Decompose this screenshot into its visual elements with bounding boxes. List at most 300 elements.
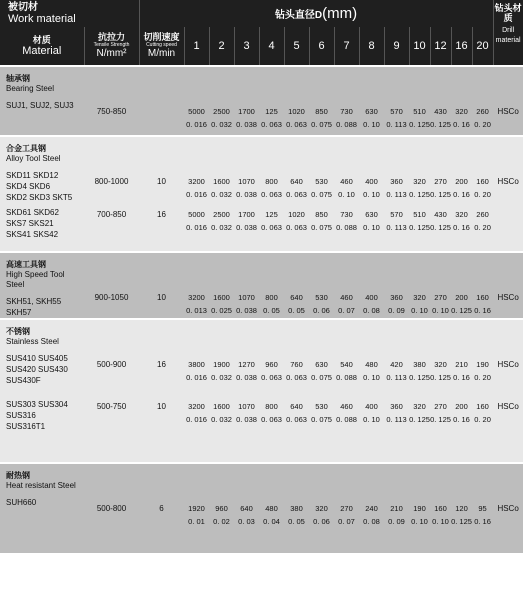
cutting-speed: 10 (139, 395, 184, 463)
table-row (0, 203, 523, 252)
speed-feed-cell (359, 66, 384, 136)
spindle-speed: 200 (455, 402, 468, 411)
spindle-speed: 125 (265, 107, 278, 116)
feed-rate: 0. 125 (409, 373, 430, 382)
feed-rate: 0. 20 (474, 373, 491, 382)
feed-rate: 0. 16 (474, 306, 491, 315)
speed-feed-cell (359, 203, 384, 252)
feed-rate: 0. 063 (286, 223, 307, 232)
tensile-strength: 800-1000 (84, 136, 139, 203)
speed-feed-cell (184, 319, 209, 395)
feed-rate: 0. 125 (430, 373, 451, 382)
diameter-col-8: 8 (359, 27, 384, 66)
speed-feed-cell (334, 66, 359, 136)
feed-rate: 0. 125 (451, 517, 472, 526)
feed-rate: 0. 075 (311, 190, 332, 199)
diameter-col-20: 20 (472, 27, 493, 66)
speed-feed-cell (334, 136, 359, 203)
feed-rate: 0. 125 (430, 190, 451, 199)
feed-rate: 0. 038 (236, 306, 257, 315)
table-row (0, 252, 523, 319)
feed-rate: 0. 063 (261, 223, 282, 232)
spindle-speed: 190 (413, 504, 426, 513)
tensile-strength: 500-750 (84, 395, 139, 463)
spindle-speed: 2500 (213, 107, 230, 116)
diameter-unit: mm (327, 5, 353, 22)
speed-feed-cell (409, 395, 430, 463)
speed-feed-cell (409, 319, 430, 395)
feed-rate: 0. 16 (453, 190, 470, 199)
header-row-2 (0, 27, 523, 66)
speed-feed-cell (309, 463, 334, 553)
feed-rate: 0. 10 (411, 306, 428, 315)
feed-rate: 0. 10 (363, 190, 380, 199)
spindle-speed: 1070 (238, 402, 255, 411)
spindle-speed: 3200 (188, 293, 205, 302)
drill-material-zh: 钻头材质 (494, 3, 522, 23)
speed-feed-cell (409, 203, 430, 252)
feed-rate: 0. 125 (409, 190, 430, 199)
spindle-speed: 430 (434, 107, 447, 116)
spindle-speed: 480 (265, 504, 278, 513)
header-row-1 (0, 0, 523, 27)
drill-material: HSCo (493, 252, 523, 319)
speed-feed-cell (409, 252, 430, 319)
diameter-col-4: 4 (259, 27, 284, 66)
spindle-speed: 270 (434, 177, 447, 186)
feed-rate: 0. 063 (286, 120, 307, 129)
feed-rate: 0. 013 (186, 306, 207, 315)
feed-rate: 0. 08 (363, 517, 380, 526)
feed-rate: 0. 075 (311, 223, 332, 232)
feed-rate: 0. 10 (338, 190, 355, 199)
spindle-speed: 460 (340, 177, 353, 186)
speed-feed-cell (234, 203, 259, 252)
speed-feed-cell (284, 395, 309, 463)
material-en: Material (22, 45, 62, 57)
table-row (0, 463, 523, 553)
feed-rate: 0. 025 (211, 306, 232, 315)
feed-rate: 0. 07 (338, 517, 355, 526)
spindle-speed: 360 (390, 402, 403, 411)
speed-feed-cell (284, 319, 309, 395)
spindle-speed: 630 (365, 107, 378, 116)
group-name-zh: 合金工具钢 (6, 144, 46, 153)
spindle-speed: 200 (455, 293, 468, 302)
spindle-speed: 800 (265, 177, 278, 186)
speed-feed-cell (209, 463, 234, 553)
spindle-speed: 640 (240, 504, 253, 513)
speed-feed-cell (309, 66, 334, 136)
speed-feed-cell (184, 66, 209, 136)
speed-feed-cell (430, 252, 451, 319)
spindle-speed: 1700 (238, 107, 255, 116)
spindle-speed: 210 (390, 504, 403, 513)
spindle-speed: 570 (390, 210, 403, 219)
feed-rate: 0. 16 (453, 120, 470, 129)
cutting-speed (139, 66, 184, 136)
speed-feed-cell (384, 136, 409, 203)
speed-feed-cell (234, 463, 259, 553)
diameter-col-5: 5 (284, 27, 309, 66)
work-material-en: Work material (8, 13, 76, 25)
spindle-speed: 570 (390, 107, 403, 116)
tensile-en: Tensile Strength (93, 42, 130, 48)
spindle-speed: 420 (390, 360, 403, 369)
diameter-zh: 钻头直径D (274, 10, 323, 21)
group-name-zh: 轴承钢 (6, 74, 30, 83)
feed-rate: 0. 088 (336, 415, 357, 424)
feed-rate: 0. 032 (211, 223, 232, 232)
spindle-speed: 120 (455, 504, 468, 513)
speed-feed-cell (309, 395, 334, 463)
feed-rate: 0. 03 (238, 517, 255, 526)
speed-feed-cell (259, 203, 284, 252)
spindle-speed: 850 (315, 107, 328, 116)
speed-feed-cell (384, 252, 409, 319)
spindle-speed: 200 (455, 177, 468, 186)
spindle-speed: 260 (476, 210, 489, 219)
spindle-speed: 270 (434, 293, 447, 302)
spindle-speed: 630 (365, 210, 378, 219)
feed-rate: 0. 032 (211, 120, 232, 129)
group-name-en: High Speed Tool Steel (6, 270, 65, 289)
feed-rate: 0. 075 (311, 373, 332, 382)
speed-feed-cell (430, 319, 451, 395)
spindle-speed: 95 (478, 504, 487, 513)
spindle-speed: 160 (476, 293, 489, 302)
speed-feed-cell (359, 395, 384, 463)
cutting-speed-header (139, 27, 184, 66)
grade-label: SUS316 (6, 411, 36, 420)
feed-rate: 0. 016 (186, 223, 207, 232)
tensile-zh: 抗拉力 (97, 32, 125, 42)
speed-feed-cell (184, 395, 209, 463)
spindle-speed: 1070 (238, 177, 255, 186)
cutting-speed: 6 (139, 463, 184, 553)
spindle-speed: 530 (315, 402, 328, 411)
material-cell (0, 319, 84, 395)
spindle-speed: 320 (413, 177, 426, 186)
group-name-en: Bearing Steel (6, 84, 55, 93)
grade-label: SUS410 SUS405 (6, 354, 68, 363)
drill-material-en: Drill material (495, 27, 521, 44)
feed-rate: 0. 20 (474, 120, 491, 129)
diameter-col-16: 16 (451, 27, 472, 66)
spindle-speed: 3800 (188, 360, 205, 369)
feed-rate: 0. 113 (386, 373, 407, 382)
feed-rate: 0. 038 (236, 120, 257, 129)
speed-feed-cell (430, 136, 451, 203)
speed-feed-cell (309, 252, 334, 319)
speed-feed-cell (184, 136, 209, 203)
speed-feed-cell (209, 136, 234, 203)
feed-rate: 0. 016 (186, 415, 207, 424)
spindle-speed: 800 (265, 402, 278, 411)
feed-rate: 0. 10 (363, 415, 380, 424)
feed-rate: 0. 06 (313, 306, 330, 315)
speed-feed-cell (451, 395, 472, 463)
grade-label: SUH660 (6, 498, 37, 507)
speed-feed-cell (259, 66, 284, 136)
feed-rate: 0. 125 (409, 415, 430, 424)
spindle-speed: 800 (265, 293, 278, 302)
feed-rate: 0. 016 (186, 190, 207, 199)
speed-feed-cell (334, 203, 359, 252)
feed-rate: 0. 125 (409, 120, 430, 129)
spindle-speed: 3200 (188, 177, 205, 186)
feed-rate: 0. 20 (474, 223, 491, 232)
feed-rate: 0. 10 (432, 306, 449, 315)
speed-feed-cell (409, 66, 430, 136)
feed-rate: 0. 016 (186, 373, 207, 382)
speed-feed-cell (472, 463, 493, 553)
feed-rate: 0. 06 (313, 517, 330, 526)
feed-rate: 0. 125 (430, 415, 451, 424)
feed-rate: 0. 113 (386, 223, 407, 232)
feed-rate: 0. 09 (388, 306, 405, 315)
cutting-speed: 16 (139, 319, 184, 395)
spindle-speed: 530 (315, 293, 328, 302)
drill-material: HSCo (493, 66, 523, 136)
speed-feed-cell (384, 203, 409, 252)
grade-label: SKD61 SKD62 (6, 208, 59, 217)
material-zh: 材质 (32, 35, 51, 45)
spindle-speed: 400 (365, 177, 378, 186)
spindle-speed: 160 (476, 402, 489, 411)
diameter-col-12: 12 (430, 27, 451, 66)
diameter-col-9: 9 (384, 27, 409, 66)
spindle-speed: 360 (390, 293, 403, 302)
speed-feed-cell (209, 252, 234, 319)
speed-feed-cell (234, 252, 259, 319)
spindle-speed: 480 (365, 360, 378, 369)
spindle-speed: 380 (413, 360, 426, 369)
speed-feed-cell (334, 395, 359, 463)
work-material-title (0, 0, 139, 27)
speed-feed-cell (184, 252, 209, 319)
table-row (0, 319, 523, 395)
spindle-speed: 510 (413, 107, 426, 116)
speed-feed-cell (259, 463, 284, 553)
speed-feed-cell (234, 136, 259, 203)
spindle-speed: 460 (340, 402, 353, 411)
feed-rate: 0. 125 (430, 120, 451, 129)
feed-rate: 0. 088 (336, 223, 357, 232)
tensile-strength: 500-800 (84, 463, 139, 553)
feed-rate: 0. 16 (474, 517, 491, 526)
speed-feed-cell (334, 319, 359, 395)
spindle-speed: 850 (315, 210, 328, 219)
feed-rate: 0. 075 (311, 120, 332, 129)
spindle-speed: 210 (455, 360, 468, 369)
feed-rate: 0. 01 (188, 517, 205, 526)
grade-label: SUS303 SUS304 (6, 400, 68, 409)
feed-rate: 0. 113 (386, 190, 407, 199)
speed-feed-cell (472, 395, 493, 463)
speed-feed-cell (409, 463, 430, 553)
feed-rate: 0. 038 (236, 373, 257, 382)
spindle-speed: 190 (476, 360, 489, 369)
spindle-speed: 460 (340, 293, 353, 302)
cutting-unit: M/min (147, 48, 176, 59)
grade-label: SKH57 (6, 308, 32, 317)
feed-rate: 0. 10 (411, 517, 428, 526)
spindle-speed: 5000 (188, 210, 205, 219)
cutting-speed: 10 (139, 136, 184, 203)
spindle-speed: 320 (413, 293, 426, 302)
spindle-speed: 320 (413, 402, 426, 411)
material-header (0, 27, 84, 66)
group-name-en: Stainless Steel (6, 337, 59, 346)
spindle-speed: 1600 (213, 177, 230, 186)
feed-rate: 0. 075 (311, 415, 332, 424)
group-name-zh: 高速工具钢 (6, 260, 46, 269)
drill-material: HSCo (493, 136, 523, 203)
speed-feed-cell (184, 463, 209, 553)
spindle-speed: 320 (455, 210, 468, 219)
grade-label: SKD11 SKD12 (6, 171, 59, 180)
speed-feed-cell (409, 136, 430, 203)
table-row (0, 395, 523, 463)
spindle-speed: 270 (340, 504, 353, 513)
feed-rate: 0. 10 (363, 120, 380, 129)
spindle-speed: 400 (365, 402, 378, 411)
speed-feed-cell (234, 319, 259, 395)
material-cell (0, 203, 84, 252)
speed-feed-cell (284, 136, 309, 203)
spindle-speed: 3200 (188, 402, 205, 411)
feed-rate: 0. 125 (430, 223, 451, 232)
feed-rate: 0. 063 (261, 190, 282, 199)
speed-feed-cell (309, 203, 334, 252)
speed-feed-cell (451, 136, 472, 203)
speed-feed-cell (184, 203, 209, 252)
feed-rate: 0. 063 (286, 415, 307, 424)
tensile-strength: 900-1050 (84, 252, 139, 319)
speed-feed-cell (384, 319, 409, 395)
spindle-speed: 5000 (188, 107, 205, 116)
feed-rate: 0. 20 (474, 415, 491, 424)
feed-rate: 0. 02 (213, 517, 230, 526)
spindle-speed: 730 (340, 210, 353, 219)
spindle-speed: 400 (365, 293, 378, 302)
spindle-speed: 1920 (188, 504, 205, 513)
feed-rate: 0. 088 (336, 373, 357, 382)
group-name-en: Alloy Tool Steel (6, 154, 61, 163)
tensile-strength: 750-850 (84, 66, 139, 136)
cutting-en: Cutting speed (146, 42, 177, 48)
cutting-speed: 16 (139, 203, 184, 252)
feed-rate: 0. 032 (211, 190, 232, 199)
feed-rate: 0. 04 (263, 517, 280, 526)
spindle-speed: 1600 (213, 402, 230, 411)
feed-rate: 0. 063 (261, 415, 282, 424)
feed-rate: 0. 10 (363, 223, 380, 232)
speed-feed-cell (259, 136, 284, 203)
drill-material: HSCo (493, 463, 523, 553)
tensile-strength: 700-850 (84, 203, 139, 252)
speed-feed-cell (384, 463, 409, 553)
spindle-speed: 430 (434, 210, 447, 219)
cutting-zh: 切削速度 (143, 32, 180, 42)
speed-feed-cell (451, 203, 472, 252)
drill-material: HSCo (493, 395, 523, 463)
tensile-header (84, 27, 139, 66)
spindle-speed: 510 (413, 210, 426, 219)
speed-feed-cell (209, 319, 234, 395)
diameter-col-1: 1 (184, 27, 209, 66)
spindle-speed: 125 (265, 210, 278, 219)
feed-rate: 0. 063 (286, 373, 307, 382)
feed-rate: 0. 038 (236, 223, 257, 232)
speed-feed-cell (359, 319, 384, 395)
drill-diameter-title: 钻头直径D(mm) (139, 0, 493, 27)
speed-feed-cell (234, 395, 259, 463)
speed-feed-cell (284, 463, 309, 553)
speed-feed-cell (284, 203, 309, 252)
speed-feed-cell (451, 252, 472, 319)
speed-feed-cell (284, 66, 309, 136)
feed-rate: 0. 20 (474, 190, 491, 199)
grade-label: SKD4 SKD6 (6, 182, 51, 191)
feed-rate: 0. 10 (363, 373, 380, 382)
speed-feed-cell (209, 66, 234, 136)
feed-rate: 0. 038 (236, 190, 257, 199)
spindle-speed: 320 (315, 504, 328, 513)
feed-rate: 0. 063 (286, 190, 307, 199)
table-row (0, 66, 523, 136)
spindle-speed: 630 (315, 360, 328, 369)
feed-rate: 0. 07 (338, 306, 355, 315)
spindle-speed: 380 (290, 504, 303, 513)
spindle-speed: 360 (390, 177, 403, 186)
tensile-unit: N/mm² (96, 48, 127, 59)
spindle-speed: 1900 (213, 360, 230, 369)
speed-feed-cell (384, 66, 409, 136)
grade-label: SKS41 SKS42 (6, 230, 59, 239)
grade-label: SKD2 SKD3 SKT5 (6, 193, 73, 202)
feed-rate: 0. 05 (263, 306, 280, 315)
grade-label: SKH51, SKH55 (6, 297, 62, 306)
spindle-speed: 1070 (238, 293, 255, 302)
speed-feed-cell (472, 66, 493, 136)
feed-rate: 0. 16 (453, 415, 470, 424)
group-name-en: Heat resistant Steel (6, 481, 76, 490)
speed-feed-cell (359, 463, 384, 553)
speed-feed-cell (309, 136, 334, 203)
speed-feed-cell (472, 136, 493, 203)
speed-feed-cell (284, 252, 309, 319)
cutting-speed: 10 (139, 252, 184, 319)
feed-rate: 0. 032 (211, 373, 232, 382)
drill-material: HSCo (493, 319, 523, 395)
work-material-zh: 被切材 (8, 2, 38, 13)
feed-rate: 0. 088 (336, 120, 357, 129)
grade-label: SUS316T1 (6, 422, 46, 431)
spindle-speed: 1600 (213, 293, 230, 302)
speed-feed-cell (472, 319, 493, 395)
spindle-speed: 270 (434, 402, 447, 411)
tensile-strength: 500-900 (84, 319, 139, 395)
spindle-speed: 760 (290, 360, 303, 369)
diameter-col-3: 3 (234, 27, 259, 66)
speed-feed-cell (430, 395, 451, 463)
feed-rate: 0. 08 (363, 306, 380, 315)
speed-feed-cell (384, 395, 409, 463)
feed-rate: 0. 038 (236, 415, 257, 424)
group-name-zh: 耐热钢 (6, 471, 30, 480)
